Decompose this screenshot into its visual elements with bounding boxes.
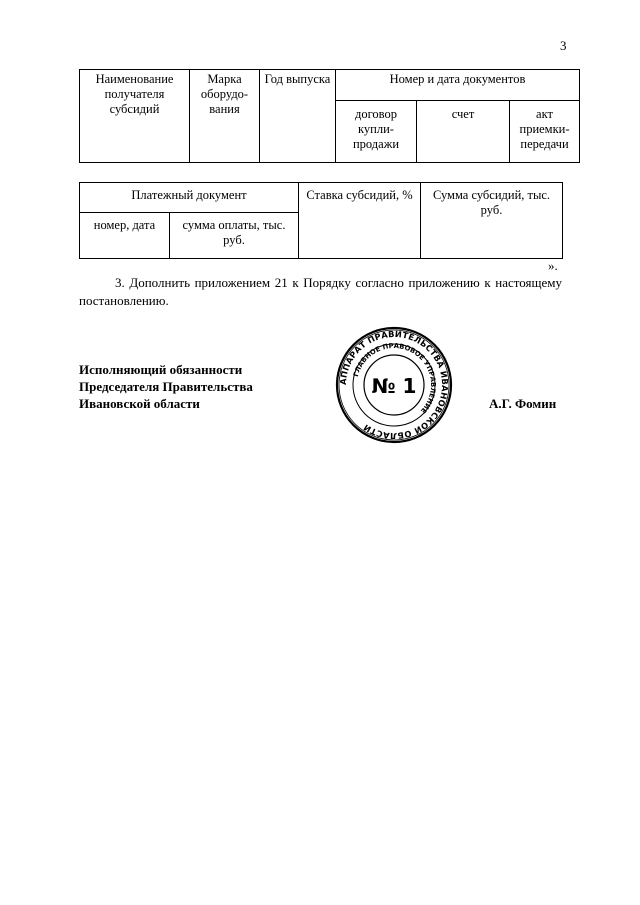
header-year: Год выпуска [260, 70, 336, 163]
header-recipient: Наименование получателя субсидий [80, 70, 190, 163]
signatory-title-line2: Председателя Правительства [79, 379, 253, 394]
seal-center-number: № 1 [371, 374, 417, 398]
equipment-documents-table [79, 69, 580, 163]
signatory-title-line1: Исполняющий обязанности [79, 362, 243, 377]
header-invoice: счет [417, 101, 510, 163]
signatory-title-line3: Ивановской области [79, 396, 200, 411]
header-documents-group: Номер и дата документов [336, 70, 580, 101]
closing-quote: ». [548, 258, 558, 273]
official-seal [334, 325, 454, 445]
header-rate: Ставка субсидий, % [299, 183, 421, 259]
page-number: 3 [560, 38, 567, 53]
header-number-date: номер, дата [80, 213, 170, 259]
signatory-name: А.Г. Фомин [489, 396, 557, 411]
seal-outer-text: АППАРАТ ПРАВИТЕЛЬСТВА ИВАНОВСКОЙ ОБЛАСТИ [337, 328, 451, 442]
payment-table [79, 182, 563, 259]
header-brand: Марка оборудо-вания [190, 70, 260, 163]
header-contract: договор купли-продажи [336, 101, 417, 163]
header-act: акт приемки-передачи [510, 101, 580, 163]
seal-inner-text: ГЛАВНОЕ ПРАВОВОЕ УПРАВЛЕНИЕ [352, 341, 438, 415]
header-subsidy-sum: Сумма субсидий, тыс. руб. [421, 183, 563, 259]
signatory-title [79, 361, 253, 412]
header-payment-group: Платежный документ [80, 183, 299, 213]
paragraph-3: 3. Дополнить приложением 21 к Порядку согласно приложению к настоящему постановлению. [79, 275, 562, 308]
header-payment-amount: сумма оплаты, тыс. руб. [170, 213, 299, 259]
